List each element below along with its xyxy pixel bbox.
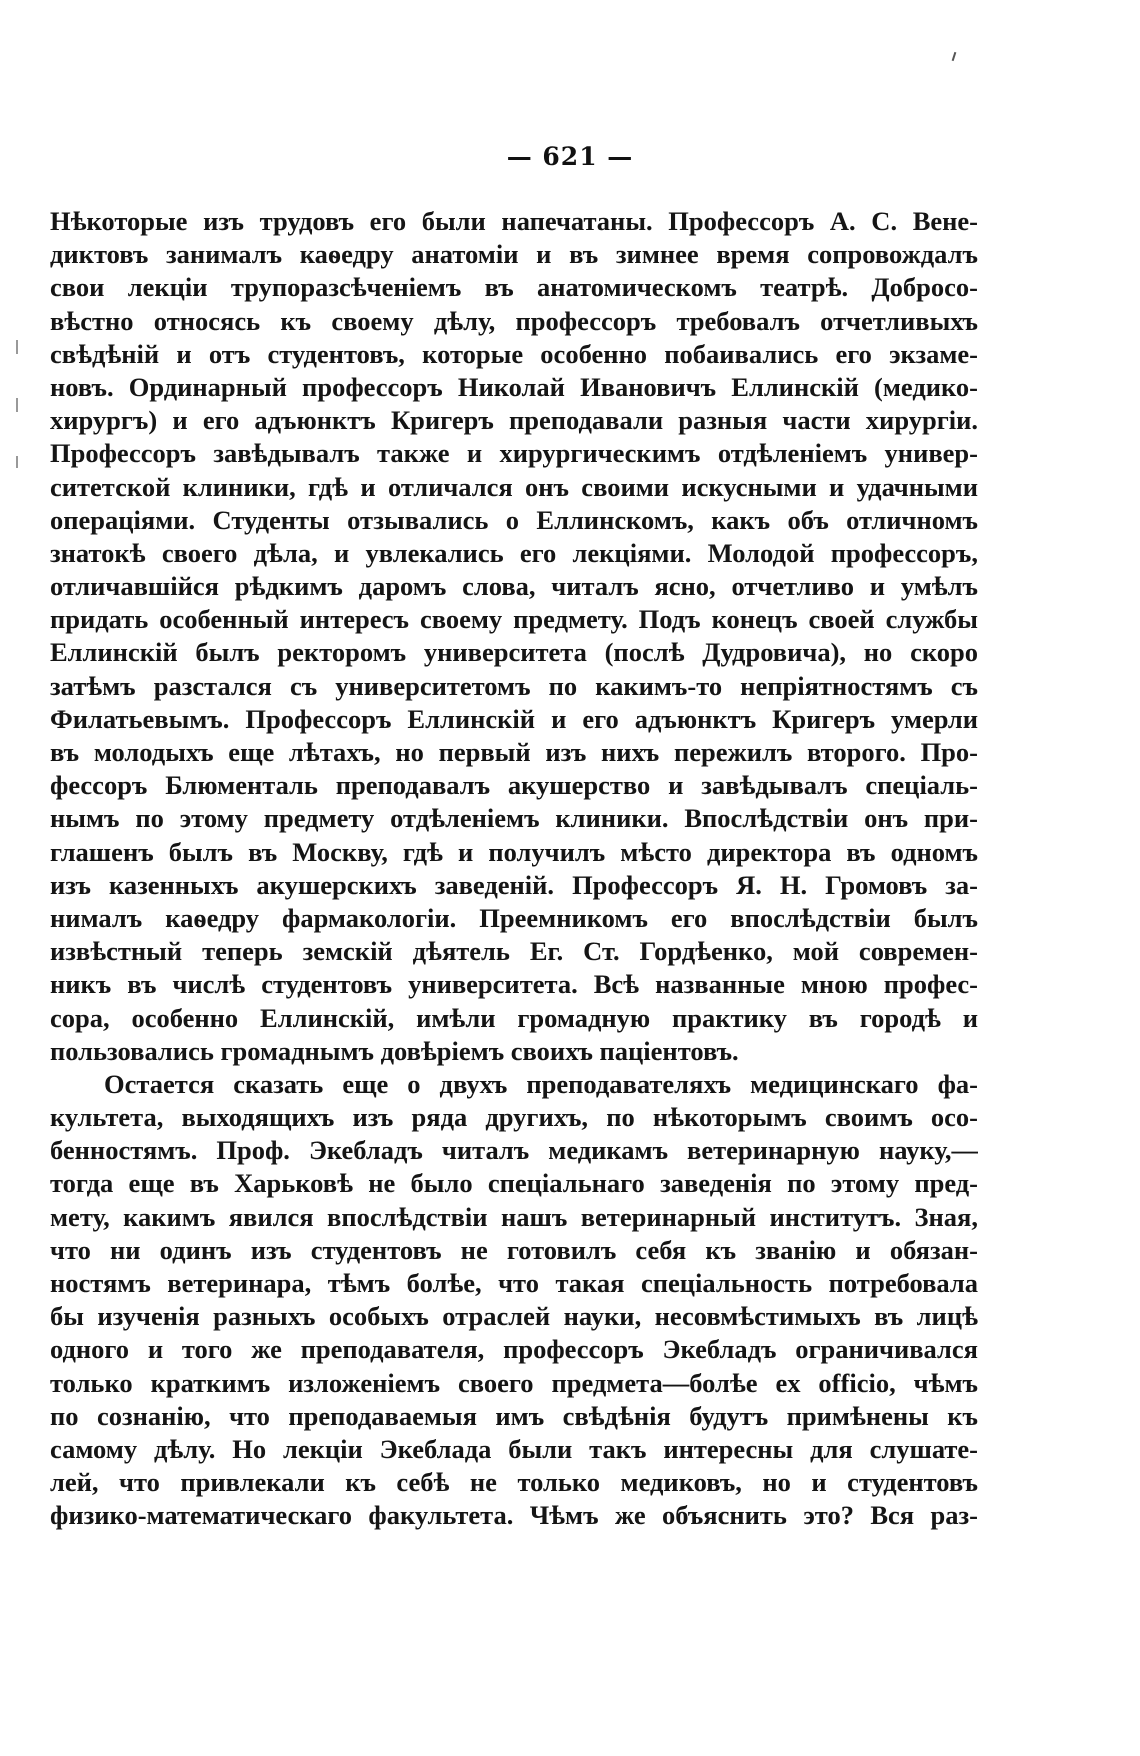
text-line: тогда еще въ Харьковѣ не было спеціальнаго заведенія по этому пред- bbox=[50, 1168, 978, 1199]
text-line: ситетской клиники, гдѣ и отличался онъ своими искусными и удачными bbox=[50, 471, 978, 502]
text-line: отличавшійся рѣдкимъ даромъ слова, читалъ ясно, отчетливо и умѣлъ bbox=[50, 571, 978, 602]
margin-mark bbox=[16, 456, 18, 468]
text-line: физико-математическаго факультета. Чѣмъ же объяснить это? Вся раз- bbox=[50, 1500, 978, 1531]
text-line: никъ въ числѣ студентовъ университета. Всѣ названные мною профес- bbox=[50, 969, 978, 1000]
text-line: Остается сказать еще о двухъ преподавателяхъ медицинскаго фа- bbox=[104, 1068, 978, 1099]
text-line: нималъ каѳедру фармакологіи. Преемникомъ его впослѣдствіи былъ bbox=[50, 902, 978, 933]
body-text bbox=[50, 205, 978, 1533]
text-line: Филатьевымъ. Профессоръ Еллинскій и его адъюнктъ Кригеръ умерли bbox=[50, 703, 978, 734]
margin-mark bbox=[16, 398, 18, 412]
text-line: Нѣкоторые изъ трудовъ его были напечатаны. Профессоръ А. С. Вене- bbox=[50, 206, 978, 236]
paragraph-1 bbox=[50, 205, 978, 1068]
text-line: бенностямъ. Проф. Экебладъ читалъ медикамъ ветеринарную науку,— bbox=[50, 1135, 978, 1166]
text-line: пользовались громаднымъ довѣріемъ своихъ паціентовъ. bbox=[50, 1035, 739, 1066]
text-line: новъ. Ординарный профессоръ Николай Ивановичъ Еллинскій (медико- bbox=[50, 371, 978, 402]
text-line: операціями. Студенты отзывались о Еллинскомъ, какъ объ отличномъ bbox=[50, 504, 978, 535]
text-line: вѣстно относясь къ своему дѣлу, профессоръ требовалъ отчетливыхъ bbox=[50, 305, 978, 336]
text-line: самому дѣлу. Но лекціи Экеблада были такъ интересны для слушате- bbox=[50, 1433, 978, 1464]
text-line: что ни одинъ изъ студентовъ не готовилъ себя къ званію и обязан- bbox=[50, 1234, 978, 1265]
text-line: лей, что привлекали къ себѣ не только медиковъ, но и студентовъ bbox=[50, 1467, 978, 1498]
text-line: только краткимъ изложеніемъ своего предмета—болѣе ex officio, чѣмъ bbox=[50, 1367, 978, 1398]
text-line: Еллинскій былъ ректоромъ университета (послѣ Дудровича), но скоро bbox=[50, 637, 978, 668]
paragraph-2 bbox=[50, 1068, 978, 1533]
text-line: культета, выходящихъ изъ ряда другихъ, по нѣкоторымъ своимъ осо- bbox=[50, 1102, 978, 1133]
text-line: нымъ по этому предмету отдѣленіемъ клиники. Впослѣдствіи онъ при- bbox=[50, 803, 978, 834]
text-line: извѣстный теперь земскій дѣятель Ег. Ст. Гордѣенко, мой современ- bbox=[50, 936, 978, 967]
text-line: диктовъ занималъ каѳедру анатоміи и въ зимнее время сопровождалъ bbox=[50, 239, 978, 270]
text-line: одного и того же преподавателя, профессоръ Экебладъ ограничивался bbox=[50, 1334, 978, 1365]
text-line: фессоръ Блюменталь преподавалъ акушерство и завѣдывалъ спеціаль- bbox=[50, 770, 978, 801]
text-line: мету, какимъ явился впослѣдствіи нашъ ветеринарный институтъ. Зная, bbox=[50, 1201, 978, 1232]
page-number: — 621 — bbox=[506, 142, 634, 171]
text-line: свои лекціи трупоразсѣченіемъ въ анатомическомъ театрѣ. Добросо- bbox=[50, 272, 978, 303]
text-line: сора, особенно Еллинскій, имѣли громадную практику въ городѣ и bbox=[50, 1002, 978, 1033]
text-line: придать особенный интересъ своему предмету. Подъ конецъ своей службы bbox=[50, 604, 978, 635]
text-line: въ молодыхъ еще лѣтахъ, но первый изъ нихъ пережилъ второго. Про- bbox=[50, 737, 978, 767]
text-line: Профессоръ завѣдывалъ также и хирургическимъ отдѣленіемъ универ- bbox=[50, 438, 978, 469]
text-line: по сознанію, что преподаваемыя имъ свѣдѣнія будутъ примѣнены къ bbox=[50, 1400, 978, 1431]
text-line: знатокѣ своего дѣла, и увлекались его лекціями. Молодой профессоръ, bbox=[50, 537, 978, 568]
margin-mark bbox=[16, 340, 18, 354]
text-line: глашенъ былъ въ Москву, гдѣ и получилъ мѣсто директора въ одномъ bbox=[50, 836, 978, 867]
stray-pen-mark bbox=[952, 52, 957, 61]
text-line: свѣдѣній и отъ студентовъ, которые особенно побаивались его экзаме- bbox=[50, 338, 978, 369]
text-line: затѣмъ разстался съ университетомъ по какимъ-то непріятностямъ съ bbox=[50, 670, 978, 701]
text-line: ностямъ ветеринара, тѣмъ болѣе, что такая спеціальность потребовала bbox=[50, 1268, 978, 1298]
text-line: бы изученія разныхъ особыхъ отраслей науки, несовмѣстимыхъ въ лицѣ bbox=[50, 1301, 978, 1332]
text-line: хирургъ) и его адъюнктъ Кригеръ преподавали разныя части хирургіи. bbox=[50, 405, 978, 436]
text-line: изъ казенныхъ акушерскихъ заведеній. Профессоръ Я. Н. Громовъ за- bbox=[50, 869, 978, 900]
